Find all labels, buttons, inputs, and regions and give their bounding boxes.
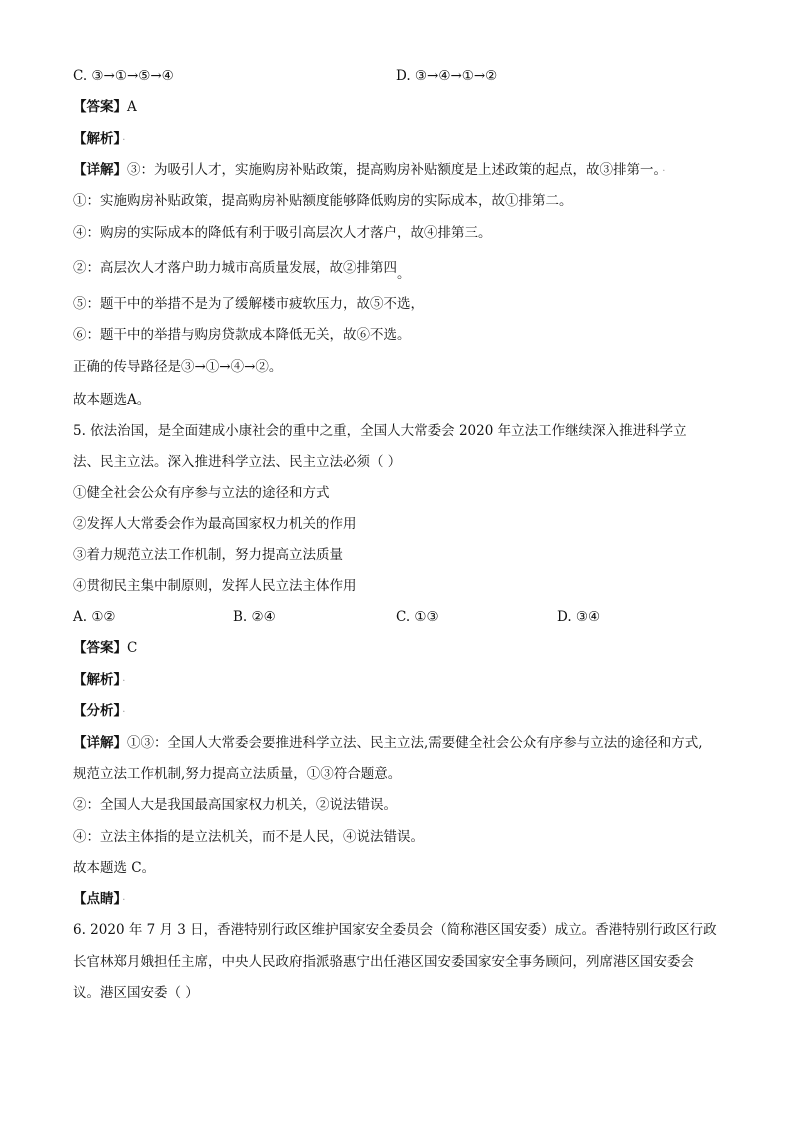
q4-detail-line-5: ⑤：题干中的举措不是为了缓解楼市疲软压力，故⑤不选， [73, 296, 424, 312]
q4-detail-line-2: ①：实施购房补贴政策，提高购房补贴额度能够降低购房的实际成本，故①排第二。 [73, 193, 573, 209]
q6-stem-line-1: 6. 2020 年 7 月 3 日，香港特别行政区维护国家安全委员会（简称港区国安委）成立。香港特别行政区行政 [73, 922, 717, 938]
q5-option-d: D. ③④ [557, 609, 601, 625]
q5-detail-line-2: 规范立法工作机制,努力提高立法质量，①③符合题意。 [73, 766, 402, 782]
detail-text: ③：为吸引人才，实施购房补贴政策，提高购房补贴额度是上述政策的起点，故③排第一。 [127, 162, 661, 178]
detail-tag: 【详解】 [73, 162, 127, 178]
q4-detail-line-8: 故本题选A。 [73, 392, 151, 408]
q5-detail-line-1 [73, 733, 734, 753]
q4-answer-line [73, 97, 734, 117]
q5-stem-line-1: 5. 依法治国，是全面建成小康社会的重中之重，全国人大常委会 2020 年立法工作继续深入推进科学立 [73, 423, 687, 439]
q5-detail-line-3: ②：全国人大是我国最高国家权力机关，②说法错误。 [73, 797, 397, 813]
detail-text: ①③：全国人大常委会要推进科学立法、民主立法,需要健全社会公众有序参与立法的途径和方式, [127, 735, 703, 751]
q5-stem-line-2: 法、民主立法。深入推进科学立法、民主立法必须（ ） [73, 454, 402, 470]
detail-text: ②：高层次人才落户助力城市高质量发展，故②排第四 [73, 260, 397, 276]
q5-dianjing-line: 【点睛】 · [73, 891, 126, 907]
q4-detail-line-7: 正确的传导路径是③→①→④→②。 [73, 359, 283, 375]
q4-analysis-line [73, 129, 734, 151]
q5-item-3: ③着力规范立法工作机制，努力提高立法质量 [73, 547, 343, 563]
q5-item-4: ④贯彻民主集中制原则，发挥人民立法主体作用 [73, 578, 357, 594]
q4-detail-line-3: ④：购房的实际成本的降低有利于吸引高层次人才落户，故④排第三。 [73, 225, 492, 241]
answer-tag: 【答案】 [73, 640, 127, 656]
analysis-tag: 【解析】 [73, 672, 121, 688]
q5-answer-line [73, 638, 734, 658]
detail-tag: 【详解】 [73, 735, 127, 751]
q5-option-a: A. ①② [73, 609, 116, 625]
q5-item-2: ②发挥人大常委会作为最高国家权力机关的作用 [73, 516, 357, 532]
q5-detail-line-5: 故本题选 C。 [73, 860, 156, 876]
q4-detail-line-1: 【详解】③：为吸引人才，实施购房补贴政策，提高购房补贴额度是上述政策的起点，故③排第一。 · [73, 162, 666, 178]
q6-stem-line-3: 议。港区国安委（ ） [73, 985, 199, 1001]
q5-analysis-line: 【解析】 · [73, 672, 126, 688]
q5-fenxi-line: 【分析】 · [73, 703, 126, 719]
q4-option-c: C. ③→①→⑤→④ [73, 68, 174, 84]
q5-option-c: C. ①③ [396, 609, 439, 625]
answer-value: C [127, 640, 138, 656]
analysis-tag: 【解析】 [73, 131, 121, 147]
answer-tag: 【答案】 [73, 99, 127, 115]
q4-detail-line-6: ⑥：题干中的举措与购房贷款成本降低无关，故⑥不选。 [73, 327, 411, 343]
q4-option-d: D. ③→④→①→② [396, 68, 498, 84]
fenxi-tag: 【分析】 [73, 703, 121, 719]
format-mark: · [122, 135, 126, 146]
q5-item-1: ①健全社会公众有序参与立法的途径和方式 [73, 485, 330, 501]
q6-stem-line-2: 长官林郑月娥担任主席，中央人民政府指派骆惠宁出任港区国安委国家安全事务顾问，列席港区国安委会 [73, 954, 694, 970]
answer-value: A [127, 99, 137, 115]
dianjing-tag: 【点睛】 [73, 891, 121, 907]
q4-detail-line-4: ②：高层次人才落户助力城市高质量发展，故②排第四。 [73, 260, 411, 282]
q5-detail-line-4: ④：立法主体指的是立法机关，而不是人民，④说法错误。 [73, 829, 424, 845]
q5-option-b: B. ②④ [233, 609, 276, 625]
